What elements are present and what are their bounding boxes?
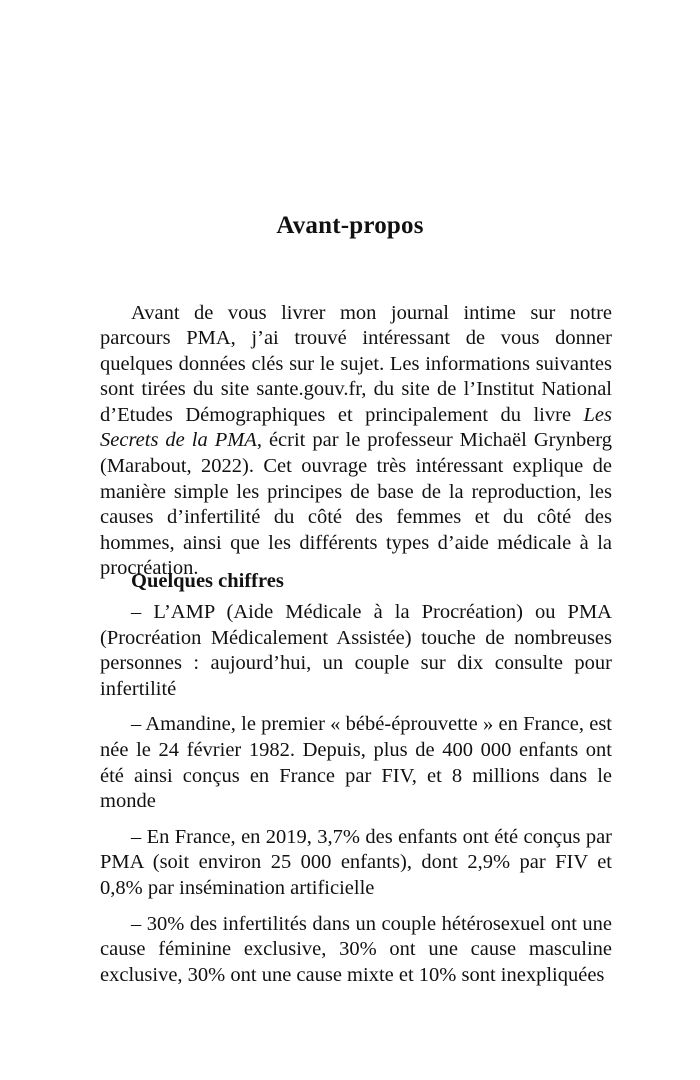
intro-text-before: Avant de vous livrer mon journal intime sur notre parcours PMA, j’ai trouvé intéressant de vous donner quelques données clés sur le sujet. Les informations suivantes sont tirées du site sante.gouv.fr, du site de l’Institut National d’Etudes Démographiques et principalement du livre bbox=[100, 301, 612, 426]
stat-item: – 30% des infertilités dans un couple hétérosexuel ont une cause féminine exclusive, 30% ont une cause masculine exclusive, 30% ont une cause mixte et 10% sont inexpliquées bbox=[100, 912, 612, 986]
section-heading: Quelques chiffres bbox=[131, 570, 284, 592]
book-title: Les Secrets de la PMA bbox=[100, 403, 612, 452]
page-title: Avant-propos bbox=[276, 212, 424, 239]
stat-item: – En France, en 2019, 3,7% des enfants ont été conçus par PMA (soit environ 25 000 enfants), dont 2,9% par FIV et 0,8% par insémination artificielle bbox=[100, 825, 612, 899]
stats-list bbox=[100, 600, 612, 998]
stat-item: – L’AMP (Aide Médicale à la Procréation) ou PMA (Procréation Médicalement Assistée) touche de nombreuses personnes : aujourd’hui, un couple sur dix consulte pour infertilité bbox=[100, 601, 612, 700]
stat-item: – Amandine, le premier « bébé-éprouvette » en France, est née le 24 février 1982. Depuis, plus de 400 000 enfants ont été ainsi conçus en France par FIV, et 8 millions dans le monde bbox=[100, 713, 612, 813]
intro-paragraph bbox=[100, 301, 612, 583]
intro-text-after: , écrit par le professeur Michaël Grynberg (Marabout, 2022). Cet ouvrage très intéressant explique de manière simple les principes de base de la reproduction, les causes d’infertilité du côté des femmes et du côté des hommes, ainsi que les différents types d’aide médicale à la procréation. bbox=[100, 429, 613, 580]
